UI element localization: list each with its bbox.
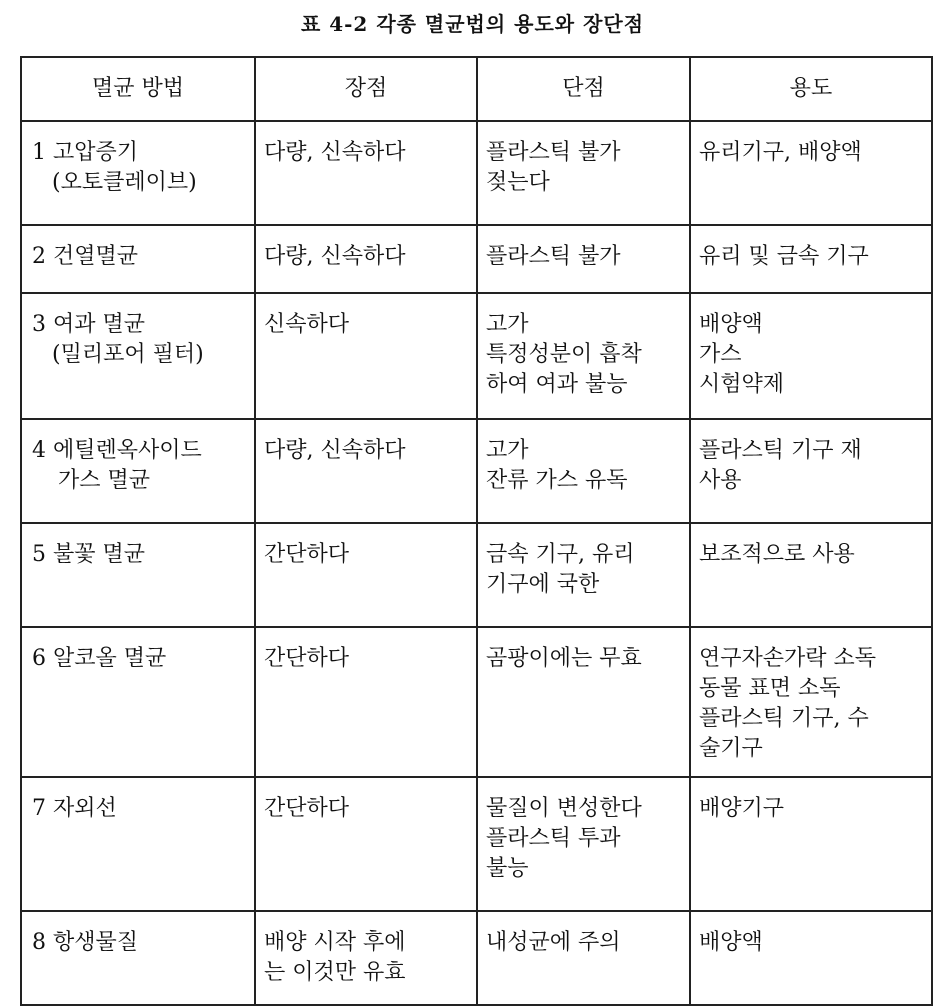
cell-line: 젖는다 <box>486 170 550 195</box>
cell-line: 8 항생물질 <box>32 930 138 955</box>
cell-line: 4 에틸렌옥사이드 <box>32 438 202 463</box>
table-row <box>21 777 932 911</box>
cell-line: 간단하다 <box>264 542 350 567</box>
table-caption: 표 4-2 각종 멸균법의 용도와 장단점 <box>300 12 645 36</box>
cell-line: 플라스틱 불가 <box>486 140 621 165</box>
header-method: 멸균 방법 <box>21 57 255 121</box>
method-cell <box>21 419 255 523</box>
table-row <box>21 225 932 293</box>
table-row <box>21 911 932 1005</box>
cell-line: 술기구 <box>699 736 763 761</box>
cell-line: 물질이 변성한다 <box>486 796 642 821</box>
disadvantages-cell <box>477 911 690 1005</box>
uses-cell <box>690 225 932 293</box>
table-row <box>21 419 932 523</box>
cell-line: 플라스틱 기구, 수 <box>699 706 869 731</box>
advantages-cell <box>255 911 477 1005</box>
cell-line: (오토클레이브) <box>52 170 197 195</box>
cell-line: 플라스틱 투과 <box>486 826 621 851</box>
advantages-cell <box>255 419 477 523</box>
uses-cell <box>690 523 932 627</box>
cell-line: 잔류 가스 유독 <box>486 468 628 493</box>
disadvantages-cell <box>477 225 690 293</box>
cell-line: 고가 <box>486 438 529 463</box>
cell-line: 간단하다 <box>264 796 350 821</box>
advantages-cell <box>255 523 477 627</box>
uses-cell <box>690 419 932 523</box>
advantages-cell <box>255 121 477 225</box>
advantages-cell <box>255 293 477 419</box>
method-cell <box>21 293 255 419</box>
header-advantages: 장점 <box>255 57 477 121</box>
cell-line: 배양액 <box>699 312 763 337</box>
cell-line: 시험약제 <box>699 372 785 397</box>
table-row <box>21 523 932 627</box>
cell-line: 가스 멸균 <box>58 468 151 493</box>
advantages-cell <box>255 777 477 911</box>
uses-cell <box>690 911 932 1005</box>
header-row <box>21 57 932 121</box>
cell-line: 가스 <box>699 342 742 367</box>
cell-line: 다량, 신속하다 <box>264 244 406 269</box>
disadvantages-cell <box>477 777 690 911</box>
disadvantages-cell <box>477 121 690 225</box>
table-row <box>21 293 932 419</box>
cell-line: 6 알코올 멸균 <box>32 646 167 671</box>
disadvantages-cell <box>477 293 690 419</box>
table-row <box>21 121 932 225</box>
sterilization-methods-table <box>20 56 933 1006</box>
cell-line: 배양액 <box>699 930 763 955</box>
header-disadvantages: 단점 <box>477 57 690 121</box>
cell-line: 간단하다 <box>264 646 350 671</box>
cell-line: 금속 기구, 유리 <box>486 542 635 567</box>
cell-line: 내성균에 주의 <box>486 930 621 955</box>
disadvantages-cell <box>477 523 690 627</box>
cell-line: 1 고압증기 <box>32 140 138 165</box>
cell-line: 배양기구 <box>699 796 785 821</box>
cell-line: 불능 <box>486 856 529 881</box>
cell-line: 특정성분이 흡착 <box>486 342 642 367</box>
cell-line: 2 건열멸균 <box>32 244 138 269</box>
cell-line: 유리 및 금속 기구 <box>699 244 869 269</box>
cell-line: 는 이것만 유효 <box>264 960 406 985</box>
header-uses: 용도 <box>690 57 932 121</box>
method-cell <box>21 777 255 911</box>
cell-line: 3 여과 멸균 <box>32 312 145 337</box>
cell-line: 플라스틱 불가 <box>486 244 621 269</box>
cell-line: 플라스틱 기구 재 <box>699 438 862 463</box>
method-cell <box>21 225 255 293</box>
cell-line: 다량, 신속하다 <box>264 438 406 463</box>
cell-line: 5 불꽃 멸균 <box>32 542 145 567</box>
cell-line: 동물 표면 소독 <box>699 676 841 701</box>
method-cell <box>21 523 255 627</box>
cell-line: 기구에 국한 <box>486 572 600 597</box>
cell-line: 신속하다 <box>264 312 350 337</box>
advantages-cell <box>255 627 477 777</box>
cell-line: 보조적으로 사용 <box>699 542 855 567</box>
uses-cell <box>690 121 932 225</box>
cell-line: (밀리포어 필터) <box>52 342 204 367</box>
method-cell <box>21 911 255 1005</box>
method-cell <box>21 627 255 777</box>
advantages-cell <box>255 225 477 293</box>
cell-line: 연구자손가락 소독 <box>699 646 877 671</box>
disadvantages-cell <box>477 419 690 523</box>
uses-cell <box>690 627 932 777</box>
cell-line: 하여 여과 불능 <box>486 372 628 397</box>
disadvantages-cell <box>477 627 690 777</box>
cell-line: 7 자외선 <box>32 796 117 821</box>
uses-cell <box>690 293 932 419</box>
cell-line: 고가 <box>486 312 529 337</box>
method-cell <box>21 121 255 225</box>
cell-line: 곰팡이에는 무효 <box>486 646 642 671</box>
cell-line: 사용 <box>699 468 742 493</box>
cell-line: 유리기구, 배양액 <box>699 140 862 165</box>
uses-cell <box>690 777 932 911</box>
cell-line: 배양 시작 후에 <box>264 930 406 955</box>
cell-line: 다량, 신속하다 <box>264 140 406 165</box>
table-row <box>21 627 932 777</box>
